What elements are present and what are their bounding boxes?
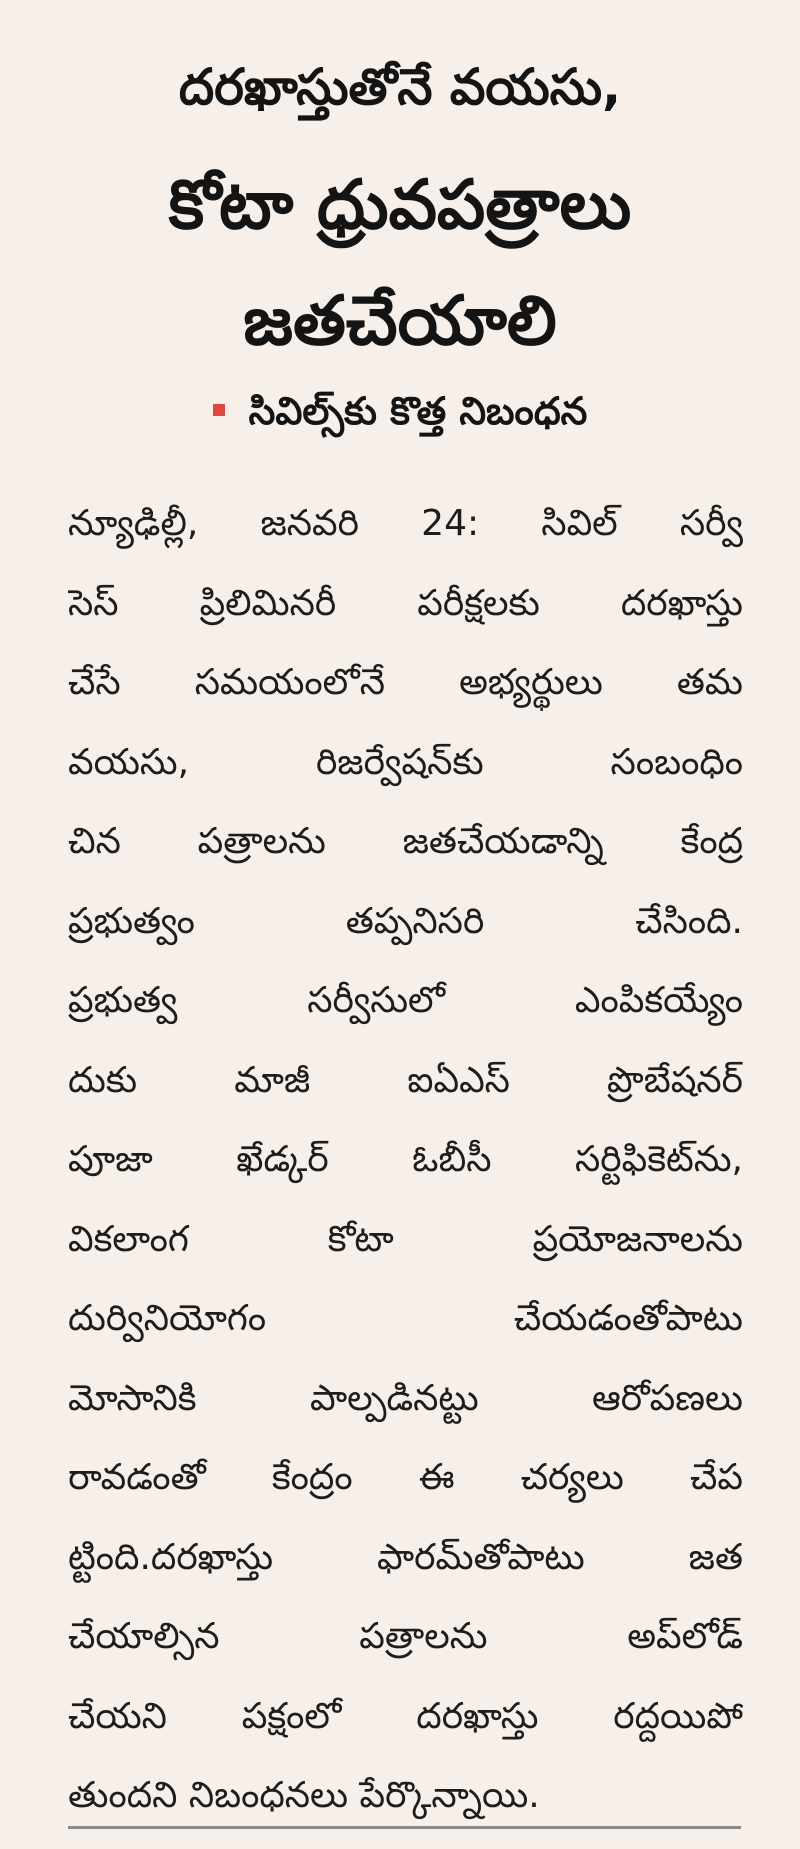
bottom-divider <box>68 1826 741 1829</box>
subheadline <box>0 389 800 433</box>
body-line: వికలాంగ కోటా ప్రయోజనాలను <box>68 1218 743 1260</box>
body-line: ట్టింది.దరఖాస్తు ఫారమ్‌తోపాటు జత <box>68 1536 743 1578</box>
body-line: వయసు, రిజర్వేషన్‌కు సంబంధిం <box>68 741 743 783</box>
body-line: దుర్వినియోగం చేయడంతోపాటు <box>68 1298 743 1339</box>
bullet-icon <box>213 404 225 416</box>
article-body <box>68 484 743 1836</box>
body-line: చిన పత్రాలను జతచేయడాన్ని కేంద్ర <box>68 821 743 862</box>
body-line: దుకు మాజీ ఐఏఎస్ ప్రొబేషనర్ <box>68 1059 743 1101</box>
body-line: చేయని పక్షంలో దరఖాస్తు రద్దయిపో <box>68 1695 743 1737</box>
body-line: మోసానికి పాల్పడినట్టు ఆరోపణలు <box>68 1377 743 1419</box>
body-line: పూజా ఖేడ్కర్ ఓబీసీ సర్టిఫికెట్‌ను, <box>68 1139 743 1180</box>
body-line: రావడంతో కేంద్రం ఈ చర్యలు చేప <box>68 1457 743 1498</box>
body-line: ప్రభుత్వ సర్వీసులో ఎంపికయ్యేం <box>68 980 743 1021</box>
body-line: సెస్ ప్రిలిమినరీ పరీక్షలకు దరఖాస్తు <box>68 582 743 624</box>
subheadline-text: సివిల్స్‌కు కొత్త నిబంధన <box>248 389 588 433</box>
headline-line-2: కోటా ధ్రువపత్రాలు <box>168 166 632 245</box>
headline-line-1: దరఖాస్తుతోనే వయసు, <box>178 58 622 116</box>
body-line: చేయాల్సిన పత్రాలను అప్‌లోడ్ <box>68 1616 743 1657</box>
body-line: తుందని నిబంధనలు పేర్కొన్నాయి. <box>68 1775 540 1816</box>
body-line: చేసే సమయంలోనే అభ్యర్థులు తమ <box>68 662 743 703</box>
headline-line-3: జతచేయాలి <box>243 282 557 361</box>
body-line: ప్రభుత్వం తప్పనిసరి చేసింది. <box>68 900 743 942</box>
body-line: న్యూఢిల్లీ, జనవరి 24: సివిల్ సర్వీ <box>68 503 743 544</box>
